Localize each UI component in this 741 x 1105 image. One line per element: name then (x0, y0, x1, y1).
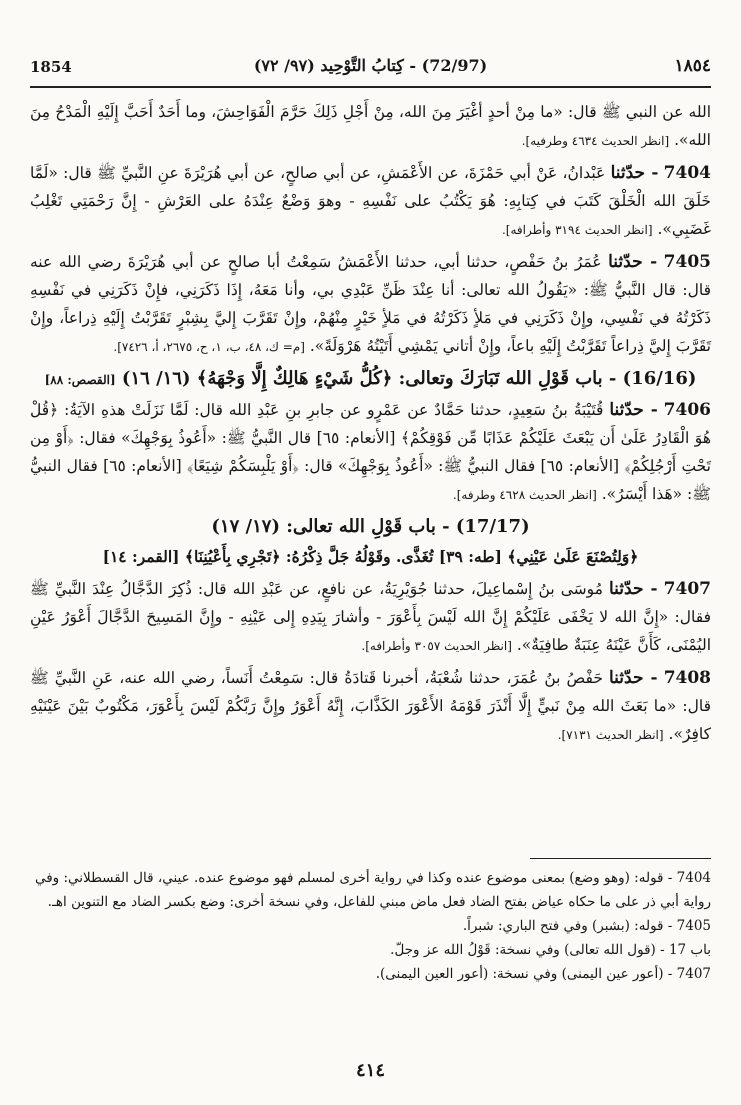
haddathana: حدّثنا (610, 163, 646, 183)
hadith-text: مُوسَى بنُ إِسْماعِيلَ، حدثنا جُوَيْرِيَةُ، عن نافعٍ، عن عَبْدِ الله قال: ذُكِرَ الدَّجَّالُ عِنْدَ النَّبيِّ ﷺ فقال: «إِنَّ الله لا يَخْفَى عَلَيْكُمْ إِنَّ الله لَيْسَ بِأَعْوَرَ - وأشارَ بِيَدِهِ إِلى عَيْنِهِ - وإِنَّ المَسِيحَ الدَّجَّالَ أَعْوَرُ عَيْنِ اليُمْنَى، كَأَنَّ عَيْنَهُ عِنَبَةٌ طافِيَةٌ». (30, 580, 711, 654)
hadith-text: قُتَيْبَةُ بنُ سَعِيدٍ، حدثنا حَمَّادٌ عن عَمْرٍو عن جابرِ بنِ عَبْدِ الله قال: لَمَّا نَزَلَتْ هذهِ الآيَةُ: ﴿قُلْ هُوَ الْقَادِرُ عَلَىٰ أَن يَبْعَثَ عَلَيْكُمْ عَذَابًا مِّن فَوْقِكُمْ﴾ [الأنعام: ٦٥] قال النَّبيُّ ﷺ: «أَعُوذُ بِوَجْهِكَ» فقال: ﴿أَوْ مِن تَحْتِ أَرْجُلِكُمْ﴾ [الأنعام: ٦٥] فقال النبيُّ ﷺ: «أَعُوذُ بِوَجْهِكَ» قال: ﴿أَوْ يَلْبِسَكُمْ شِيَعًا﴾ [الأنعام: ٦٥] فقال النبيُّ ﷺ: «هَذا أَيْسَرُ». (30, 401, 711, 503)
chapter-heading-16 (30, 365, 711, 394)
running-header (30, 56, 711, 82)
haddathana: حدّثنا (608, 252, 643, 272)
hadith-7408: 7408 - حدّثنا حَفْصُ بنُ عُمَرَ، حدثنا شُعْبَةُ، أخبرنا قَتادَةُ قال: سَمِعْتُ أَنَساً، رضي الله عنه، عَنِ النَّبيِّ ﷺ قال: «ما بَعَثَ الله مِنْ نَبيٍّ إِلَّا أَنْذَرَ قَوْمَهُ الأَعْوَرَ الكَذَّابَ، إِنَّهُ أَعْوَرُ وإِنَّ رَبَّكُمْ لَيْسَ بِأَعْوَرَ، مَكْتُوبٌ بَيْنَ عَيْنَيْهِ كافِرٌ». [انظر الحديث ٧١٣١]. (30, 668, 712, 743)
footnotes (30, 866, 711, 986)
main-text (30, 98, 711, 753)
cross-reference: [انظر الحديث ٤٦٢٨ وطرفه]. (452, 488, 597, 502)
chapter-title: (16/16) - باب قَوْلِ الله تَبَارَكَ وتعالى: ﴿كُلُّ شَيْءٍ هَالِكٌ إِلَّا وَجْهَهُ﴾ (١٦/ ١٦) (121, 368, 697, 389)
chapter-verses: ﴿وَلِتُصْنَعَ عَلَىٰ عَيْنِي﴾ [طه: ٣٩] تُغَذَّى. وقَوْلُهُ جَلَّ ذِكْرُهُ: ﴿تَجْرِي بِأَعْيُنِنَا﴾ [القمر: ١٤] (102, 547, 639, 566)
hadith-text: عَبْدانُ، عَنْ أبي حَمْزَةَ، عن الأَعْمَشِ، عن أبي صالحٍ، عن أبي هُرَيْرَةَ عنِ النَّبيِّ ﷺ قال: «لَمَّا خَلَقَ الله الْخَلْقَ كَتَبَ في كِتابِهِ: هُوَ يَكْتُبُ على نَفْسِهِ - وهوَ وَضْعٌ عِنْدَهُ على العَرْشِ - إِنَّ رَحْمَتِي تَغْلِبُ غَضَبِي». (30, 164, 711, 238)
header-rule (30, 86, 711, 88)
hadith-number: 7408 (663, 668, 712, 688)
cross-reference: [انظر الحديث ٣٠٥٧ وأطرافه]. (361, 639, 512, 653)
hadith-7406: 7406 - حدّثنا قُتَيْبَةُ بنُ سَعِيدٍ، حدثنا حَمَّادٌ عن عَمْرٍو عن جابرِ بنِ عَبْدِ الله قال: لَمَّا نَزَلَتْ هذهِ الآيَةُ: ﴿قُلْ هُوَ الْقَادِرُ عَلَىٰ أَن يَبْعَثَ عَلَيْكُمْ عَذَابًا مِّن فَوْقِكُمْ﴾ [الأنعام: ٦٥] قال النَّبيُّ ﷺ: «أَعُوذُ بِوَجْهِكَ» فقال: ﴿أَوْ مِن تَحْتِ أَرْجُلِكُمْ﴾ [الأنعام: ٦٥] فقال النبيُّ ﷺ: «أَعُوذُ بِوَجْهِكَ» قال: ﴿أَوْ يَلْبِسَكُمْ شِيَعًا﴾ [الأنعام: ٦٥] فقال النبيُّ ﷺ: «هَذا أَيْسَرُ». [انظر الحديث ٤٦٢٨ وطرفه]. (30, 400, 711, 503)
hadith-continuation (30, 98, 711, 155)
hadith-number: 7407 (663, 579, 711, 599)
chapter-title: (17/17) - باب قَوْلِ الله تعالى: (١٧/ ١٧) (211, 516, 530, 537)
cross-reference: [انظر الحديث ٣١٩٤ وأطرافه]. (501, 223, 653, 237)
hadith-text: عُمَرُ بنُ حَفْصٍ، حدثنا أبي، حدثنا الأَعْمَشُ سَمِعْتُ أبا صالحٍ عن أبي هُرَيْرَةَ رضي الله عنه قال: قال النَّبيُّ ﷺ: «يَقُولُ الله تعالى: أنا عِنْدَ ظَنِّ عَبْدِي بي، وأنا مَعَهُ، إِذَا ذَكَرَنِي، فإِنْ ذَكَرَنِي في نَفْسِهِ ذَكَرْتُهُ في نَفْسِي، وإِنْ ذَكَرَنِي في مَلأٍ ذَكَرْتُهُ في مَلأٍ خَيْرٍ مِنْهُمْ، وإِنْ تَقَرَّبَ إِليَّ بِشِبْرٍ تَقَرَّبْتُ إِلَيْهِ ذِراعاً، وإِنْ تَقَرَّبَ إِليَّ ذِراعاً تَقَرَّبْتُ إِلَيْهِ باعاً، وإِنْ أتاني يَمْشِي أَتَيْتُهُ هَرْوَلَةً». (30, 253, 711, 355)
verse-reference: [القصص: ٨٨] (44, 373, 116, 387)
chapter-heading-17 (30, 513, 711, 541)
hadith-7405: 7405 - حدّثنا عُمَرُ بنُ حَفْصٍ، حدثنا أبي، حدثنا الأَعْمَشُ سَمِعْتُ أبا صالحٍ عن أبي هُرَيْرَةَ رضي الله عنه قال: قال النَّبيُّ ﷺ: «يَقُولُ الله تعالى: أنا عِنْدَ ظَنِّ عَبْدِي بي، وأنا مَعَهُ، إِذَا ذَكَرَنِي، فإِنْ ذَكَرَنِي في نَفْسِهِ ذَكَرْتُهُ في نَفْسِي، وإِنْ ذَكَرَنِي في مَلأٍ ذَكَرْتُهُ في مَلأٍ خَيْرٍ مِنْهُمْ، وإِنْ تَقَرَّبَ إِليَّ بِشِبْرٍ تَقَرَّبْتُ إِلَيْهِ ذِراعاً، وإِنْ تَقَرَّبَ إِليَّ ذِراعاً تَقَرَّبْتُ إِلَيْهِ باعاً، وإِنْ أتاني يَمْشِي أَتَيْتُهُ هَرْوَلَةً». [م= ك، ٤٨، ب، ١، ح، ٢٦٧٥، أ، ٧٤٢٦]. (30, 252, 711, 355)
folio-number: ٤١٤ (355, 1060, 385, 1081)
cross-reference: [م= ك، ٤٨، ب، ١، ح، ٢٦٧٥، أ، ٧٤٢٦]. (113, 340, 305, 354)
hadith-7404: 7404 - حدّثنا عَبْدانُ، عَنْ أبي حَمْزَةَ، عن الأَعْمَشِ، عن أبي صالحٍ، عن أبي هُرَيْرَةَ عنِ النَّبيِّ ﷺ قال: «لَمَّا خَلَقَ الله الْخَلْقَ كَتَبَ في كِتابِهِ: هُوَ يَكْتُبُ على نَفْسِهِ - وهوَ وَضْعٌ عِنْدَهُ على العَرْشِ - إِنَّ رَحْمَتِي تَغْلِبُ غَضَبِي». [انظر الحديث ٣١٩٤ وأطرافه]. (30, 163, 711, 238)
footnote-rule (530, 858, 711, 859)
cross-reference: [انظر الحديث ٤٦٣٤ وطرفيه]. (521, 134, 670, 148)
haddathana: حدّثنا (609, 400, 644, 420)
hadith-number: 7404 (663, 163, 711, 183)
page-number-latin: 1854 (30, 58, 72, 76)
hadith-number: 7406 (663, 400, 711, 420)
page-number-arabic: ١٨٥٤ (674, 56, 711, 76)
book-title: (72/97) - كِتابُ التَّوْحِيد (٩٧/ ٧٢) (253, 56, 488, 75)
cross-reference: [انظر الحديث ٧١٣١]. (557, 728, 664, 742)
hadith-7407: 7407 - حدّثنا مُوسَى بنُ إِسْماعِيلَ، حدثنا جُوَيْرِيَةُ، عن نافعٍ، عن عَبْدِ الله قال: ذُكِرَ الدَّجَّالُ عِنْدَ النَّبيِّ ﷺ فقال: «إِنَّ الله لا يَخْفَى عَلَيْكُمْ إِنَّ الله لَيْسَ بِأَعْوَرَ - وأشارَ بِيَدِهِ إِلى عَيْنِهِ - وإِنَّ المَسِيحَ الدَّجَّالَ أَعْوَرُ عَيْنِ اليُمْنَى، كَأَنَّ عَيْنَهُ عِنَبَةٌ طافِيَةٌ». [انظر الحديث ٣٠٥٧ وأطرافه]. (30, 579, 711, 654)
hadith-text: حَفْصُ بنُ عُمَرَ، حدثنا شُعْبَةُ، أخبرنا قَتادَةُ قال: سَمِعْتُ أَنَساً، رضي الله عنه، عَنِ النَّبيِّ ﷺ قال: «ما بَعَثَ الله مِنْ نَبيٍّ إِلَّا أَنْذَرَ قَوْمَهُ الأَعْوَرَ الكَذَّابَ، إِنَّهُ أَعْوَرُ وإِنَّ رَبَّكُمْ لَيْسَ بِأَعْوَرَ، مَكْتُوبٌ بَيْنَ عَيْنَيْهِ كافِرٌ». (30, 669, 711, 743)
haddathana: حدّثنا (609, 579, 644, 599)
footnote: 7407 - (أعور عين اليمنى) وفي نسخة: (أعور العين اليمنى). (375, 966, 711, 982)
footnote: باب 17 - (قول الله تعالى) وفي نسخة: قَوْلُ الله عز وجلّ. (390, 942, 711, 958)
footnote: 7404 - قوله: (وهو وضع) بمعنى موضوع عنده وكذا في رواية أخرى لمسلم فهو موضوع عنده. عيني، قال القسطلاني: وفي رواية أبي ذر على ما حكاه عياض بفتح الضاد فعل ماض مبني للفاعل، وفي نسخة أخرى: وضع بكسر الضاد مع التنوين اهـ. (34, 870, 711, 910)
footnote: 7405 - قوله: (بشبر) وفي فتح الباري: شبراً. (462, 918, 711, 934)
hadith-number: 7405 (663, 252, 711, 272)
haddathana: حدّثنا (609, 668, 644, 688)
hadith-text: الله عن النبي ﷺ قال: «ما مِنْ أحدٍ أغْيَرَ مِنَ الله، مِنْ أَجْلِ ذَلِكَ حَرَّمَ الْفَوَاحِشَ، وما أَحَدٌ أَحَبَّ إِلَيْهِ الْمَدْحُ مِنَ الله». (30, 103, 711, 149)
